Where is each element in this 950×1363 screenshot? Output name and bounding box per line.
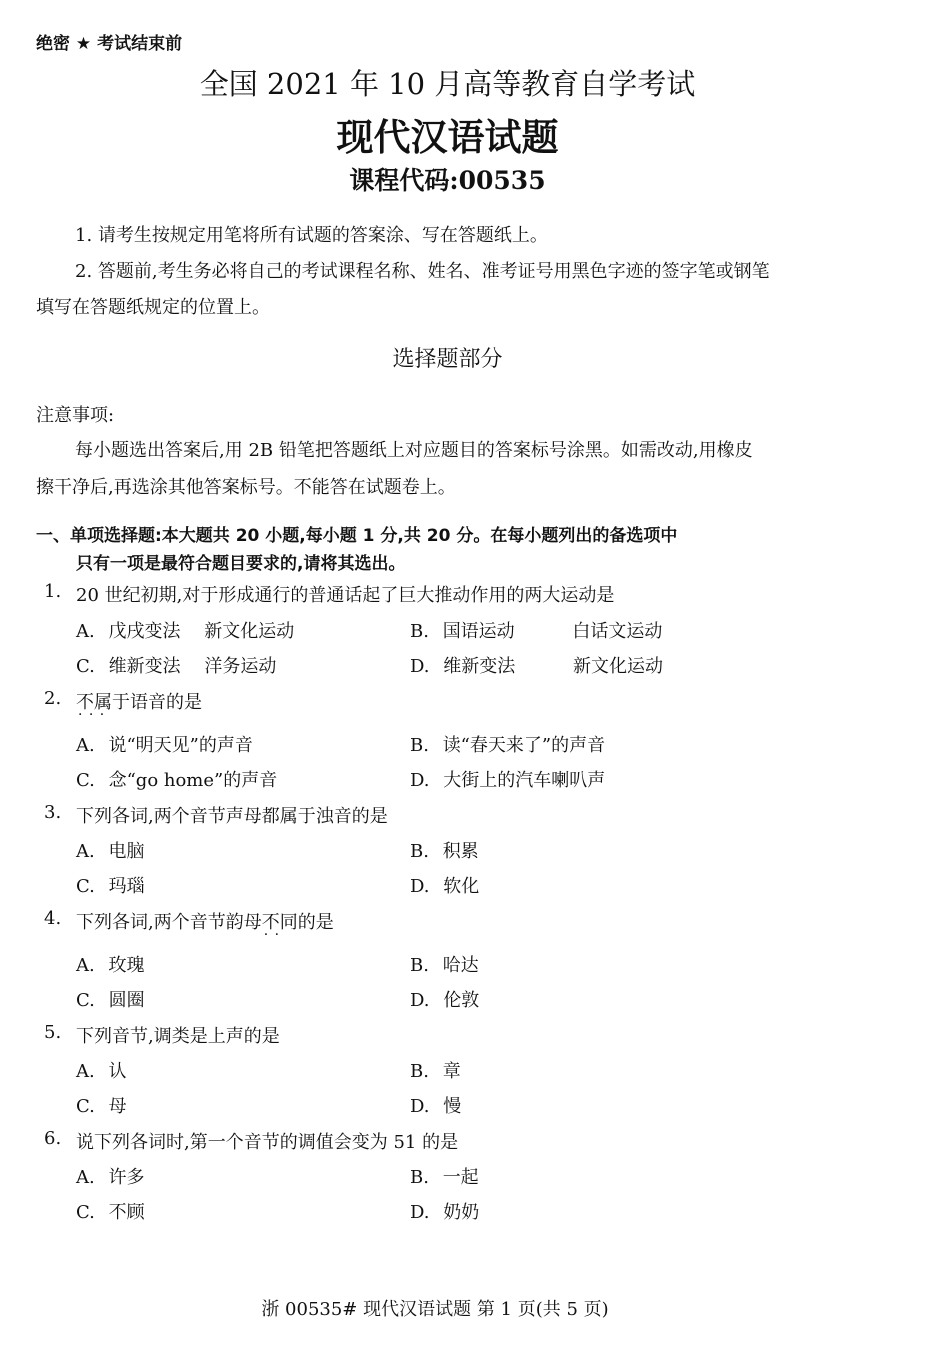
question-6-number: 6. [44,1128,62,1149]
option-key: A. [76,621,95,642]
part1-heading-line-2: 只有一项是最符合题目要求的,请将其选出。 [76,554,406,574]
q2-option-a [76,731,253,757]
option-text: 玫瑰 [108,955,145,976]
option-text: 戊戌变法 [108,621,181,642]
option-key: D. [410,1202,430,1223]
q4-option-d [410,986,479,1012]
question-4-number: 4. [44,908,62,929]
option-key: B. [410,1167,429,1188]
q3-option-a [76,837,144,863]
q4-option-b [410,951,479,977]
option-key: D. [410,990,430,1011]
option-key: C. [76,770,95,791]
emphasis-dotted: 不属于 · · · [76,688,130,714]
option-text: 哈达 [442,955,479,976]
option-text: 认 [108,1061,127,1082]
q6-option-a [76,1163,144,1189]
option-text: 玛瑙 [108,876,145,897]
q3-option-d [410,872,479,898]
instruction-2-cont: 填写在答题纸规定的位置上。 [36,297,270,318]
option-key: D. [410,1096,430,1117]
option-text: 母 [108,1096,127,1117]
q1-option-a [76,617,294,643]
section-title: 选择题部分 [392,347,503,372]
q3-option-b [410,837,479,863]
option-text: 软化 [443,876,480,897]
option-text: 大街上的汽车喇叭声 [443,770,606,791]
question-3-stem: 下列各词,两个音节声母都属于浊音的是 [76,806,388,827]
question-3-number: 3. [44,802,62,823]
option-text: 许多 [108,1167,145,1188]
emphasis-dotted: 不同 · · [262,908,298,934]
option-text: 读“春天来了”的声音 [442,735,606,756]
secret-label: 绝密 ★ 考试结束前 [36,34,183,54]
question-2-number: 2. [44,688,62,709]
option-text: 慢 [443,1096,462,1117]
q4-option-c [76,986,145,1012]
q2-option-d [410,766,605,792]
q1-option-d [410,652,663,678]
option-key: A. [76,955,95,976]
option-key: B. [410,841,429,862]
notice-line-2: 擦干净后,再选涂其他答案标号。不能答在试题卷上。 [36,477,456,498]
option-text: 不顾 [108,1202,145,1223]
question-2-stem [76,688,202,714]
q6-option-c [76,1198,145,1224]
page-footer: 浙 00535# 现代汉语试题 第 1 页(共 5 页) [261,1299,609,1320]
option-key: A. [76,841,95,862]
option-text: 说“明天见”的声音 [108,735,253,756]
option-text: 圆圈 [108,990,145,1011]
q5-option-d [410,1092,461,1118]
stem-pre: 下列各词,两个音节韵母 [76,912,262,933]
course-code: 课程代码:00535 [349,166,546,195]
part1-heading-line-1: 一、单项选择题:本大题共 20 小题,每小题 1 分,共 20 分。在每小题列出的备选项中 [36,526,678,546]
q3-option-c [76,872,145,898]
option-key: C. [76,1096,95,1117]
q1-option-b [410,617,662,643]
option-text: 维新变法 [443,656,516,677]
option-text: 章 [442,1061,461,1082]
q2-option-c [76,766,277,792]
question-6-stem: 说下列各词时,第一个音节的调值会变为 51 的是 [76,1132,459,1153]
option-text: 积累 [442,841,479,862]
option-key: B. [410,1061,429,1082]
option-text-2: 新文化运动 [572,656,663,677]
question-5-stem: 下列音节,调类是上声的是 [76,1026,280,1047]
question-4-stem [76,908,334,934]
stem-rest: 语音的是 [130,692,202,713]
option-key: A. [76,1167,95,1188]
q6-option-d [410,1198,479,1224]
subject-title: 现代汉语试题 [336,116,559,159]
option-text-2: 新文化运动 [204,621,295,642]
option-key: A. [76,735,95,756]
notice-heading: 注意事项: [36,405,115,426]
option-text: 国语运动 [442,621,515,642]
q2-option-b [410,731,605,757]
question-1-stem: 20 世纪初期,对于形成通行的普通话起了巨大推动作用的两大运动是 [76,585,615,606]
option-key: B. [410,621,429,642]
option-text: 伦敦 [443,990,480,1011]
instruction-1: 1. 请考生按规定用笔将所有试题的答案涂、写在答题纸上。 [75,225,548,246]
option-key: B. [410,735,429,756]
option-text: 维新变法 [108,656,181,677]
option-key: C. [76,1202,95,1223]
option-text-2: 洋务运动 [204,656,277,677]
option-key: B. [410,955,429,976]
stem-rest: 的是 [297,912,334,933]
option-text: 电脑 [108,841,145,862]
option-text: 一起 [442,1167,479,1188]
option-key: A. [76,1061,95,1082]
notice-line-1: 每小题选出答案后,用 2B 铅笔把答题纸上对应题目的答案标号涂黑。如需改动,用橡皮 [75,440,753,461]
option-key: C. [76,656,95,677]
option-key: D. [410,770,430,791]
q5-option-c [76,1092,127,1118]
option-key: D. [410,876,430,897]
q5-option-b [410,1057,461,1083]
question-5-number: 5. [44,1022,62,1043]
option-key: D. [410,656,430,677]
option-text-2: 白话文运动 [572,621,663,642]
q6-option-b [410,1163,479,1189]
option-key: C. [76,876,95,897]
exam-title: 全国 2021 年 10 月高等教育自学考试 [199,67,696,101]
option-text: 念“go home”的声音 [108,770,278,791]
instruction-2: 2. 答题前,考生务必将自己的考试课程名称、姓名、准考证号用黑色字迹的签字笔或钢笔 [75,261,770,282]
option-key: C. [76,990,95,1011]
option-text: 奶奶 [443,1202,480,1223]
question-1-number: 1. [44,581,62,602]
q4-option-a [76,951,144,977]
q5-option-a [76,1057,126,1083]
q1-option-c [76,652,276,678]
